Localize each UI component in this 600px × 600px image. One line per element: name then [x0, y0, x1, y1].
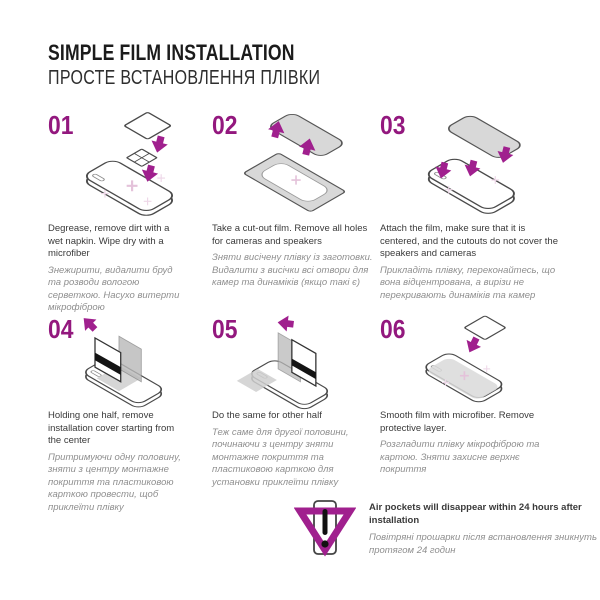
step-instruction-en: Smooth film with microfiber. Remove protective layer.: [380, 410, 535, 434]
peel-other-half-with-card-illustration: [230, 314, 352, 410]
step-instruction-uk: Зняти висічену плівку із заготовки. Видалити з висічки всі отвори для камер та динаміків (якщо такі є): [212, 252, 373, 289]
header: [48, 40, 388, 90]
step-instruction-en: Attach the film, make sure that it is centered, and the cutouts do not cover the speakers and cameras: [380, 223, 558, 260]
step-04: [48, 314, 212, 529]
step-number: 02: [212, 110, 238, 140]
note-text-uk: Повітряні прошарки після встановлення зникнуть протягом 24 годин: [369, 532, 597, 556]
step-instruction-uk: Теж саме для другої половини, починаючи з центру зняти монтажне покриття та пластиковою карткою для установки приклеїти плівку: [212, 426, 349, 488]
air-pockets-note: [294, 496, 600, 568]
step-number: 06: [380, 314, 406, 344]
page-subtitle: ПРОСТЕ ВСТАНОВЛЕННЯ ПЛІВКИ: [48, 67, 321, 89]
step-02: [212, 110, 380, 314]
step-instruction-en: Holding one half, remove installation cover starting from the center: [48, 410, 175, 447]
attach-film-three-arrows-illustration: [410, 110, 536, 219]
step-number: 01: [48, 110, 74, 140]
step-instruction-uk: Прикладіть плівку, переконайтесь, що вона відцентрована, а вирізи не перекривають динаміків та камер: [380, 264, 556, 301]
smooth-with-microfiber-illustration: [406, 314, 528, 410]
step-number: 04: [48, 314, 74, 344]
step-instruction-uk: Розгладити плівку мікрофіброю та картою. Зняти захисне верхнє покриття: [380, 439, 540, 476]
step-instruction-en: Do the same for other half: [212, 410, 322, 421]
peel-film-from-sheet-illustration: [234, 110, 360, 219]
step-01: [48, 110, 212, 314]
peel-half-with-card-illustration: [64, 314, 186, 410]
step-number: 03: [380, 110, 406, 140]
step-instruction-uk: Знежирити, видалити бруд та розводи вологою серветкою. Насухо витерти мікрофіброю: [48, 264, 180, 314]
step-03: [380, 110, 568, 314]
napkin-microfiber-phone-illustration: [72, 110, 198, 219]
page-title: SIMPLE FILM INSTALLATION: [48, 40, 295, 65]
step-number: 05: [212, 314, 238, 344]
step-instruction-uk: Притримуючи одну половину, зняти з центру монтажне покриття та пластиковою карткою провести, щоб приклеїти плівку: [48, 451, 181, 513]
warning-exclamation-phone-icon: [294, 496, 356, 568]
step-instruction-en: Take a cut-out film. Remove all holes for cameras and speakers: [212, 223, 368, 247]
note-text-en: Air pockets will disappear within 24 hours after installation: [369, 502, 582, 526]
steps-grid: [48, 110, 568, 529]
step-instruction-en: Degrease, remove dirt with a wet napkin. Wipe dry with a microfiber: [48, 223, 170, 260]
